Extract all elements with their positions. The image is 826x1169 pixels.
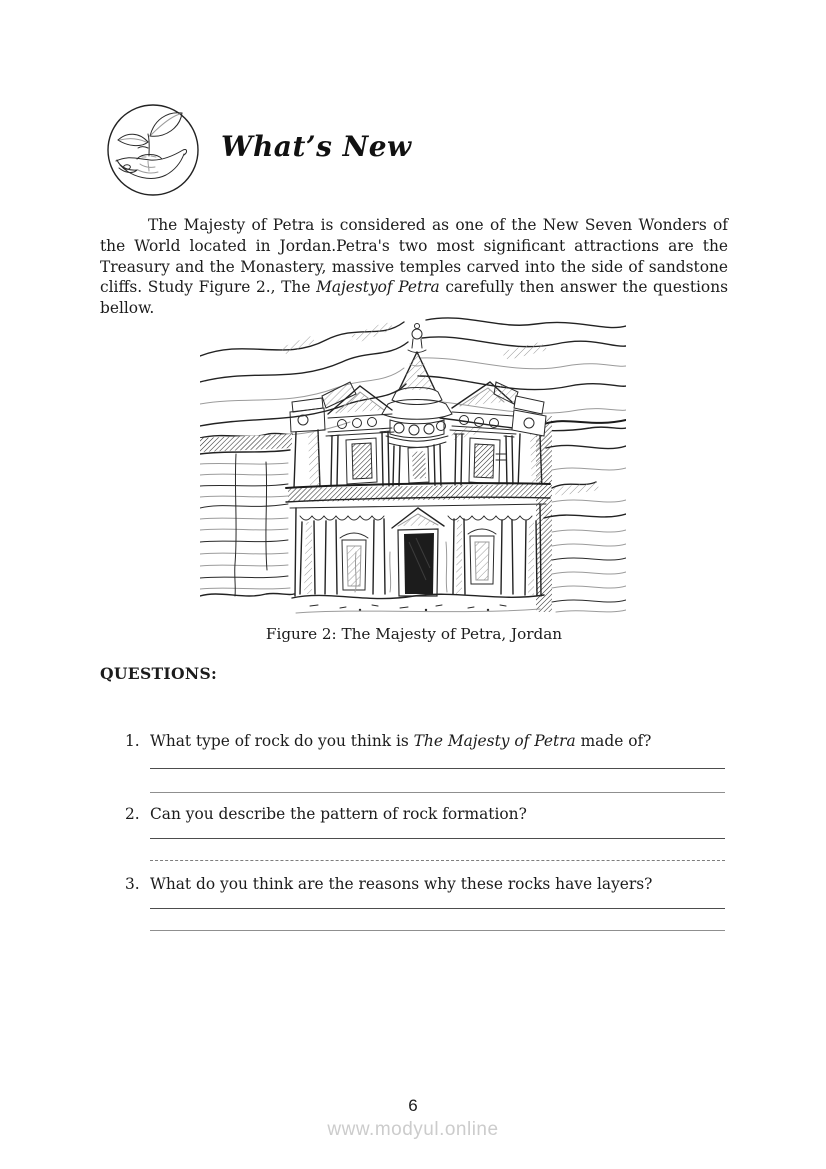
question-text: What type of rock do you think is The Majesty of Petra made of? [150,732,652,750]
question-number: 1. [125,732,140,750]
intro-text-post: carefully then answer the questions bellow. [100,278,729,318]
answer-line [150,930,725,931]
questions-list [100,731,728,931]
question-text: What do you think are the reasons why these rocks have layers? [150,875,653,893]
questions-heading: QUESTIONS: [100,664,218,683]
question-item-2 [100,804,728,825]
question-number: 2. [125,805,140,823]
page-number: 6 [408,1096,418,1115]
answer-line [150,768,725,769]
question-text: Can you describe the pattern of rock formation? [150,805,527,823]
intro-paragraph [100,215,728,319]
intro-text-italic: Majestyof Petra [316,278,440,297]
question-item-3 [100,874,728,895]
figure-caption: Figure 2: The Majesty of Petra, Jordan [265,625,563,643]
intro-text-pre: The Majesty of Petra is considered as one of the New Seven Wonders of the World located in Jordan.Petra's two most significant attractions are the Treasury and the Monastery, massive temples carved into the side of sandstone cliffs. Study Figure 2., The [100,216,728,297]
section-title: What’s New [221,130,412,163]
question-number: 3. [125,875,140,893]
watermark: www.modyul.online [327,1119,499,1140]
answer-line [150,860,725,861]
petra-sketch-figure [200,312,626,618]
answer-line [150,792,725,793]
question-item-1 [100,731,728,752]
hand-holding-sprout-icon [104,101,203,200]
answer-line [150,908,725,909]
answer-line [150,838,725,839]
